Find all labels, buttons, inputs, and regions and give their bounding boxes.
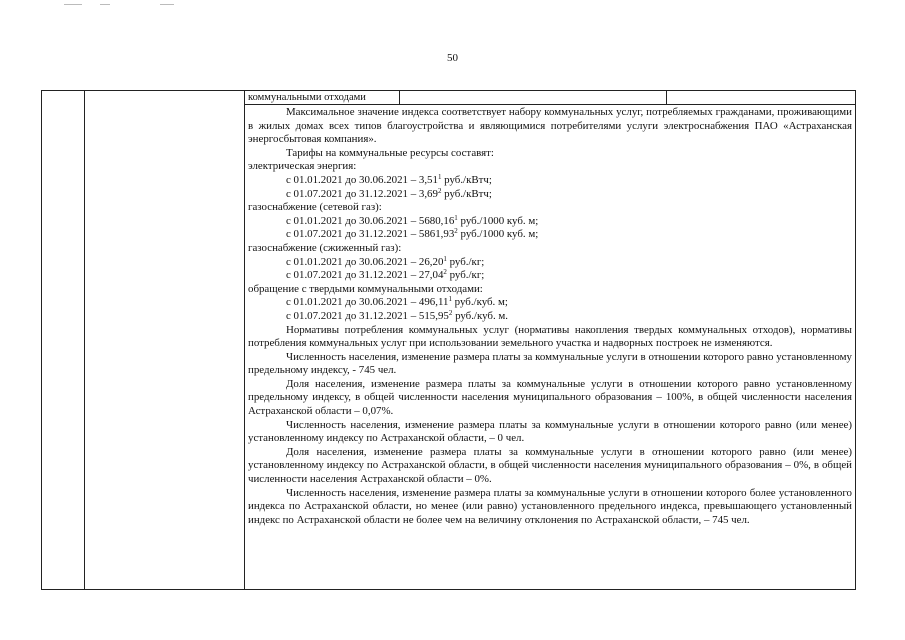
table-cell: [400, 91, 667, 104]
paragraph: Доля населения, изменение размера платы за коммунальные услуги в отношении которого равно установленному предельному индексу, в общей численности населения муниципального образования – 100%, в общей численности населения Астраханской области – 0,07%.: [248, 377, 852, 418]
footnote-mark: 2: [437, 186, 442, 195]
table-column-divider: [244, 91, 245, 589]
tariff-unit: руб./1000 куб. м;: [457, 228, 539, 241]
footnote-mark: 2: [448, 308, 453, 317]
tariff-unit: руб./кг;: [446, 269, 485, 282]
footnote-mark: 2: [443, 268, 447, 277]
tariff-value: с 01.07.2021 до 31.12.2021 – 5861,93: [286, 228, 455, 241]
tariff-line: [248, 256, 852, 270]
footnote-mark: 2: [454, 227, 458, 236]
footnote-mark: 1: [443, 254, 447, 263]
paragraph: Тарифы на коммунальные ресурсы составят:: [286, 146, 494, 159]
tariff-line: [248, 269, 852, 283]
document-table: [41, 90, 856, 590]
table-row: [245, 91, 855, 105]
tariff-unit: руб./кг;: [446, 255, 485, 268]
footnote-mark: 1: [454, 213, 458, 222]
tariff-value: с 01.01.2021 до 30.06.2021 – 5680,16: [286, 214, 455, 227]
table-cell: коммунальными отходами: [245, 91, 400, 104]
paragraph: Доля населения, изменение размера платы за коммунальные услуги в отношении которого равно (или менее) установленному индексу по Астраханской области, в общей численности населения муниципального образования – 0%, в общей численности населения Астраханской области – 0%.: [248, 445, 852, 486]
tariff-heading: газоснабжение (сетевой газ):: [248, 201, 382, 214]
table-cell: [667, 91, 855, 104]
tariff-value: с 01.01.2021 до 30.06.2021 – 496,11: [286, 296, 449, 309]
paragraph: Численность населения, изменение размера платы за коммунальные услуги в отношении которого равно (или менее) установленному индексу по Астраханской области, – 0 чел.: [248, 418, 852, 445]
paragraph: Максимальное значение индекса соответствует набору коммунальных услуг, потребляемых гражданами, проживающими в жилых домах всех типов благоустройства и являющимися потребителями услуги электроснабжения ПАО «Астраханская энергосбытовая компания».: [248, 106, 852, 146]
tariff-unit: руб./1000 куб. м;: [457, 214, 539, 227]
tariff-value: с 01.01.2021 до 30.06.2021 – 26,20: [286, 255, 444, 268]
tariff-value: с 01.01.2021 до 30.06.2021 – 3,51: [286, 173, 438, 186]
paragraph: Нормативы потребления коммунальных услуг (нормативы накопления твердых коммунальных отходов), нормативы потребления коммунальных услуг при использовании земельного участка и надворных построек не изменяются.: [248, 323, 852, 350]
tariff-value: с 01.07.2021 до 31.12.2021 – 3,69: [286, 187, 438, 200]
tariff-unit: руб./кВтч;: [441, 187, 492, 200]
tariff-line: [248, 296, 852, 310]
tariff-line: [248, 228, 852, 242]
footnote-mark: 1: [437, 172, 442, 181]
paragraph: Численность населения, изменение размера платы за коммунальные услуги в отношении которого более установленного индекса по Астраханской области, но менее (или равно) установленного предельного индекса, превышающего установленный индекс по Астраханской области не более чем на величину отклонения по Астраханской области, – 745 чел.: [248, 486, 852, 526]
table-column-divider: [84, 91, 85, 589]
tariff-heading: электрическая энергия:: [248, 160, 357, 173]
tariff-value: с 01.07.2021 до 31.12.2021 – 515,95: [286, 309, 449, 322]
tariff-line: [248, 188, 852, 202]
tariff-unit: руб./кВтч;: [441, 173, 492, 186]
tariff-line: [248, 215, 852, 229]
document-body-text: [248, 106, 852, 527]
tariff-value: с 01.07.2021 до 31.12.2021 – 27,04: [286, 269, 444, 282]
tariff-line: [248, 310, 852, 324]
tariff-unit: руб./куб. м.: [452, 309, 508, 322]
tariff-line: [248, 174, 852, 188]
page-number: 50: [447, 52, 458, 64]
tariff-heading: обращение с твердыми коммунальными отходами:: [248, 282, 483, 295]
tariff-unit: руб./куб. м;: [451, 296, 508, 309]
paragraph: Численность населения, изменение размера платы за коммунальные услуги в отношении которого равно установленному предельному индексу, - 745 чел.: [248, 350, 852, 377]
footnote-mark: 1: [448, 295, 452, 304]
tariff-heading: газоснабжение (сжиженный газ):: [248, 241, 402, 254]
